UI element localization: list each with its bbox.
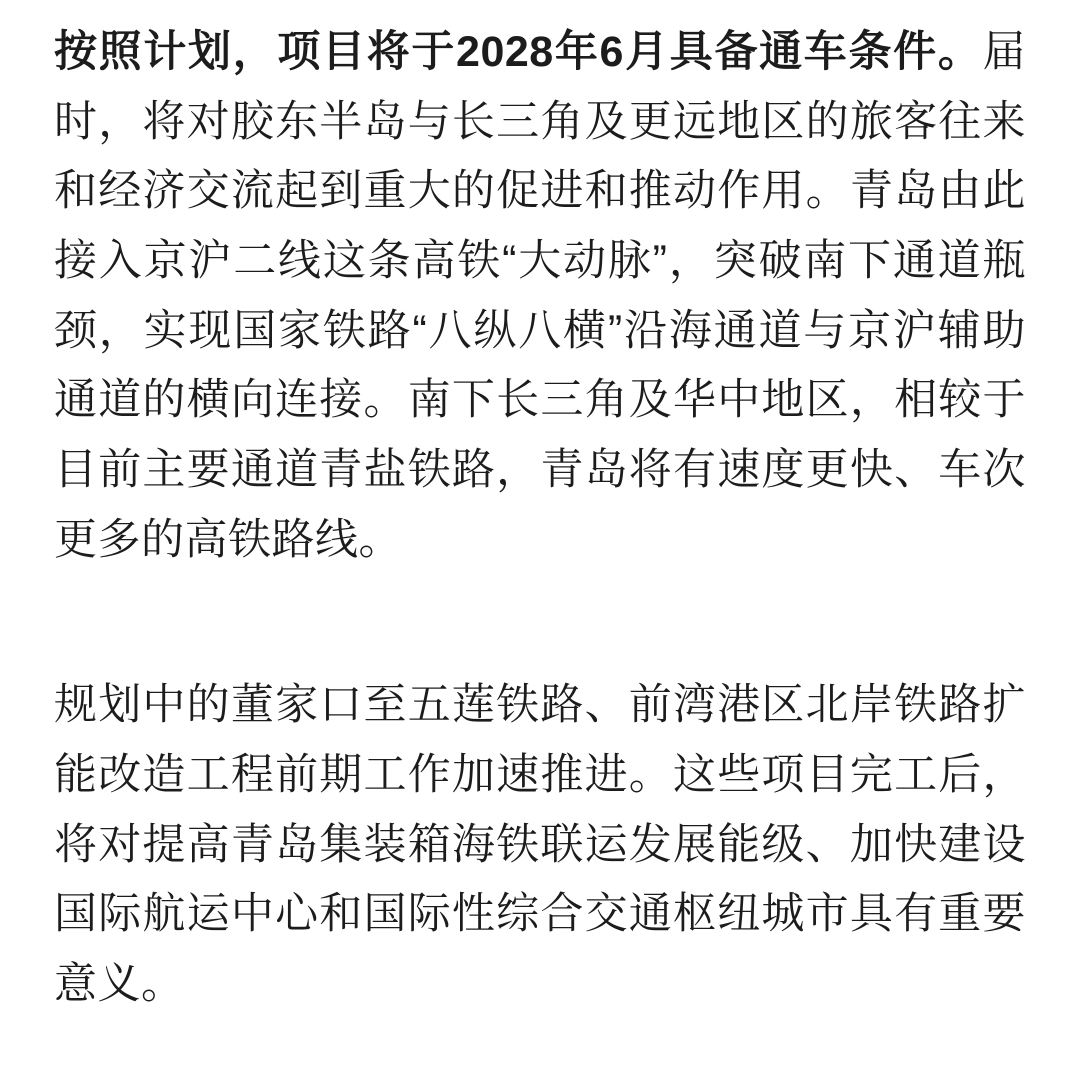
paragraph-spacer (54, 575, 1026, 671)
paragraph-1-lead: 按照计划，项目将于2028年6月具备通车条件。 (54, 28, 983, 76)
paragraph-2 (54, 671, 1026, 1019)
paragraph-1 (54, 18, 1026, 575)
paragraph-2-body: 规划中的董家口至五莲铁路、前湾港区北岸铁路扩能改造工程前期工作加速推进。这些项目完工后，将对提高青岛集装箱海铁联运发展能级、加快建设国际航运中心和国际性综合交通枢纽城市具有重要意义。 (54, 681, 1026, 1008)
paragraph-1-body: 届时，将对胶东半岛与长三角及更远地区的旅客往来和经济交流起到重大的促进和推动作用。青岛由此接入京沪二线这条高铁“大动脉”，突破南下通道瓶颈，实现国家铁路“八纵八横”沿海通道与京沪辅助通道的横向连接。南下长三角及华中地区，相较于目前主要通道青盐铁路，青岛将有速度更快、车次更多的高铁路线。 (54, 28, 1026, 564)
